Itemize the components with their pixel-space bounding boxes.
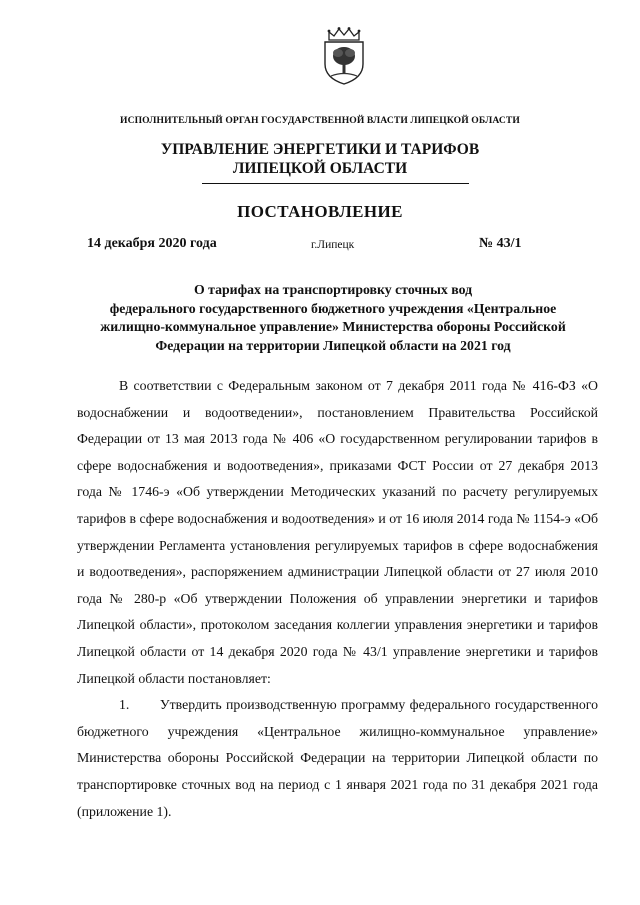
department-name (0, 140, 640, 178)
preamble-paragraph: В соответствии с Федеральным законом от 7 декабря 2011 года № 416-ФЗ «О водоснабжении и водоотведении», постановлением Правительства Российской Федерации от 13 мая 2013 года № 406 «О государственном регулировании тарифов в сфере водоснабжения и водоотведения», приказами ФСТ России от 27 декабря 2013 года № 1746-э «Об утверждении Методических указаний по расчету регулируемых тарифов в сфере водоснабжения и водоотведения» и от 16 июля 2014 года № 1154-э «Об утверждении Регламента установления регулируемых тарифов в сфере водоснабжения и водоотведения», распоряжением администрации Липецкой области от 27 июля 2010 года № 280-р «Об утверждении Положения об управлении энергетики и тарифов Липецкой области», протоколом заседания коллегии управления энергетики и тарифов Липецкой области от 14 декабря 2020 года № 43/1 управление энергетики и тарифов Липецкой области постановляет: (77, 378, 598, 686)
subject-line: О тарифах на транспортировку сточных вод (193, 282, 473, 297)
document-subject (70, 281, 596, 355)
department-name-line2: ЛИПЕЦКОЙ ОБЛАСТИ (232, 160, 408, 177)
agency-name: ИСПОЛНИТЕЛЬНЫЙ ОРГАН ГОСУДАРСТВЕННОЙ ВЛАСТИ ЛИПЕЦКОЙ ОБЛАСТИ (120, 115, 520, 126)
document-body (77, 373, 598, 825)
subject-line: федерального государственного бюджетного учреждения «Центральное (109, 300, 557, 316)
clause-paragraph: 1. Утвердить производственную программу федерального государственного бюджетного учреждения «Центральное жилищно-коммунальное управление» Министерства обороны Российской Федерации на территории Липецкой области по транспортировке сточных вод на период с 1 января 2021 года по 31 декабря 2021 года (приложение 1). (77, 697, 598, 819)
subject-line: жилищно-коммунальное управление» Министерства обороны Российской (100, 319, 566, 334)
document-type: ПОСТАНОВЛЕНИЕ (237, 202, 403, 221)
document-date: 14 декабря 2020 года (87, 236, 217, 251)
document-number: № 43/1 (479, 236, 522, 251)
department-name-line1: УПРАВЛЕНИЕ ЭНЕРГЕТИКИ И ТАРИФОВ (160, 141, 480, 158)
document-city: г.Липецк (311, 239, 355, 251)
header-divider (202, 183, 469, 184)
coat-of-arms-icon (321, 26, 367, 86)
subject-line: Федерации на территории Липецкой области на 2021 год (155, 337, 511, 353)
